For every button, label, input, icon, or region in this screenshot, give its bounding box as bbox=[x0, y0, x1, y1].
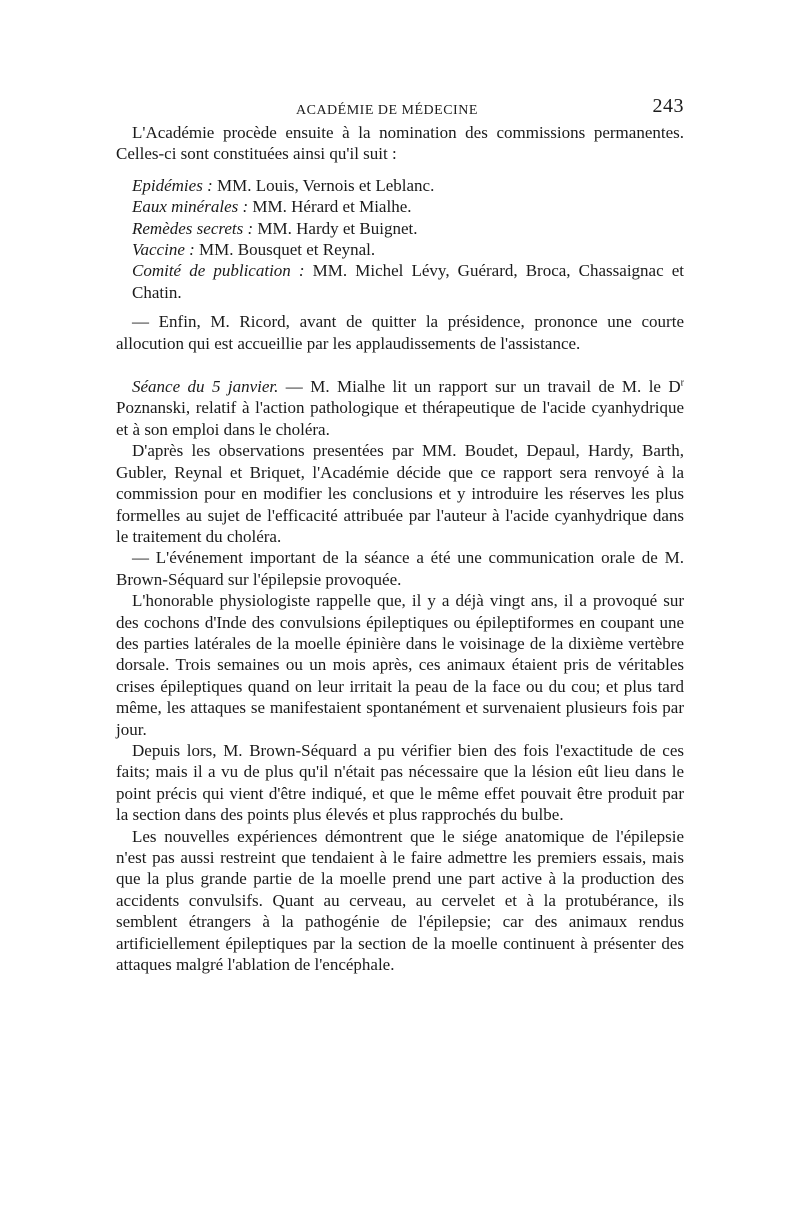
paragraph-seance bbox=[116, 376, 684, 440]
commission-members: MM. Bousquet et Reynal. bbox=[194, 240, 376, 260]
paragraph-observations: D'après les observations presentées par MM. Boudet, Depaul, Hardy, Barth, Gubler, Reynal et Briquet, l'Académie décide que ce rapport sera renvoyé à la commission pour en modifier les conclusions et y introduire les réserves les plus formelles au sujet de l'efficacité attribuée par l'auteur à l'acide cyanhydrique dans le traitement du choléra. bbox=[116, 441, 684, 546]
seance-label: Séance du 5 janvier. bbox=[132, 377, 279, 397]
commission-members: MM. Michel Lévy, Guérard, Broca, Chassaignac et Chatin. bbox=[132, 261, 684, 302]
seance-text: — M. Mialhe lit un rapport sur un travail de M. le D bbox=[278, 377, 681, 397]
commission-item bbox=[132, 175, 684, 196]
commission-members: MM. Hardy et Buignet. bbox=[253, 218, 418, 238]
commission-label: Eaux minérales : bbox=[132, 197, 249, 217]
paragraph-experiments: Les nouvelles expériences démontrent que le siége anatomique de l'épilepsie n'est pas aussi restreint que tendaient à le faire admettre les premiers essais, mais que la plus grande partie de la moelle prend une part active à la production des accidents convulsifs. Quant au cerveau, au cervelet et à la protubérance, ils semblent étrangers à la pathogénie de l'épilepsie; car des animaux rendus artificiellement épileptiques par la section de la moelle continuent à présenter des attaques malgré l'ablation de l'encéphale. bbox=[116, 826, 684, 975]
commission-list bbox=[116, 175, 684, 303]
commission-item bbox=[116, 260, 684, 303]
commission-label: Comité de publication : bbox=[132, 261, 305, 281]
seance-text-tail: Poznanski, relatif à l'action pathologique et thérapeutique de l'acide cyanhydrique et à son emploi dans le choléra. bbox=[116, 398, 684, 439]
book-page bbox=[116, 96, 684, 975]
doctor-superscript: r bbox=[680, 377, 684, 389]
commission-item bbox=[132, 239, 684, 260]
paragraph-event: — L'événement important de la séance a été une communication orale de M. Brown-Séquard sur l'épilepsie provoquée. bbox=[116, 548, 684, 589]
running-head bbox=[116, 96, 684, 120]
commission-members: MM. Louis, Vernois et Leblanc. bbox=[212, 175, 435, 195]
commission-item bbox=[132, 196, 684, 217]
paragraph-physiologist: L'honorable physiologiste rappelle que, il y a déjà vingt ans, il a provoqué sur des cochons d'Inde des convulsions épileptiques ou épileptiformes en coupant une des parties latérales de la moelle épinière dans le voisinage de la dixième vertèbre dorsale. Trois semaines ou un mois après, ces animaux étaient pris de véritables crises épileptiques quand on leur irritait la peau de la face ou du cou; et plus tard même, les attaques se manifestaient spontanément et survenaient plusieurs fois par jour. bbox=[116, 591, 684, 739]
running-title: ACADÉMIE DE MÉDECINE bbox=[296, 103, 478, 118]
commission-item bbox=[132, 218, 684, 239]
commission-label: Remèdes secrets : bbox=[132, 218, 254, 238]
commission-label: Epidémies : bbox=[132, 175, 213, 195]
paragraph-ricord: — Enfin, M. Ricord, avant de quitter la présidence, prononce une courte allocution qui est accueillie par les applaudissements de l'assistance. bbox=[116, 312, 684, 353]
paragraph-commissions-intro: L'Académie procède ensuite à la nomination des commissions permanentes. Celles-ci sont constituées ainsi qu'il suit : bbox=[116, 123, 684, 164]
commission-label: Vaccine : bbox=[132, 240, 195, 260]
commission-members: MM. Hérard et Mialhe. bbox=[248, 197, 412, 217]
paragraph-verification: Depuis lors, M. Brown-Séquard a pu vérifier bien des fois l'exactitude de ces faits; mais il a vu de plus qu'il n'était pas nécessaire que la lésion eût lieu dans le point précis qui vient d'être indiqué, et que le même effet pouvait être produit par la section dans des points plus élevés et plus rapprochés du bulbe. bbox=[116, 740, 684, 825]
page-number: 243 bbox=[652, 95, 684, 117]
